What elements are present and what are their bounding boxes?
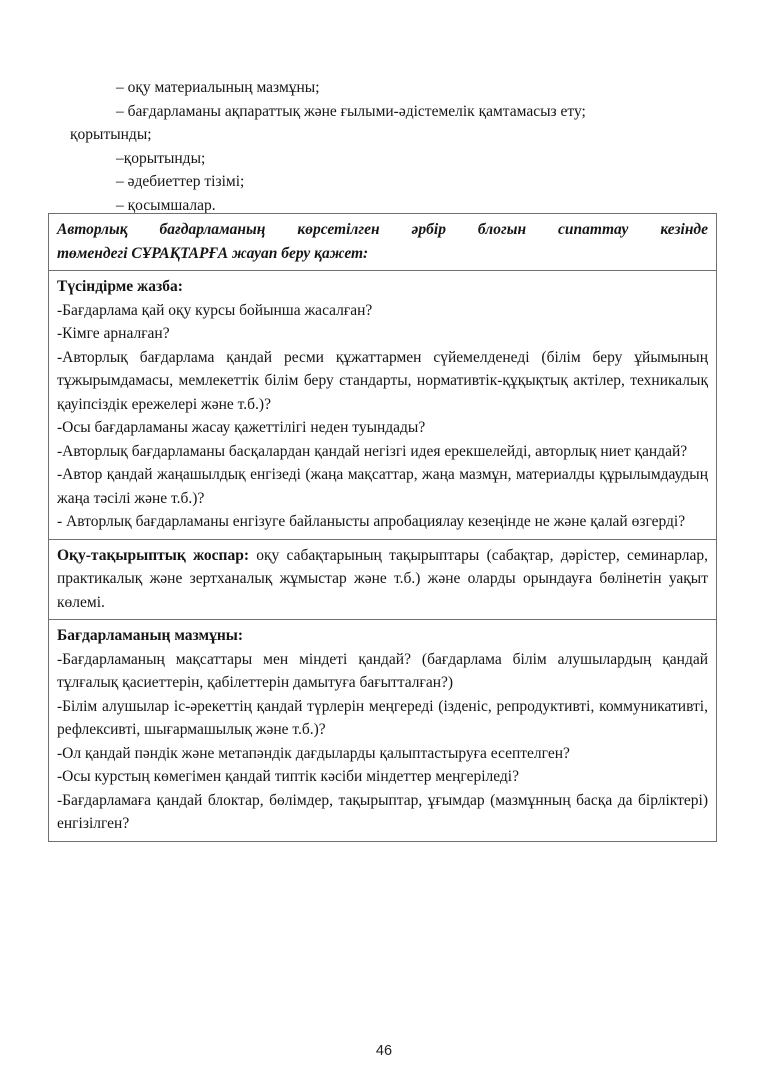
question-item: -Осы бағдарламаны жасау қажеттілігі неден туындады?	[57, 419, 426, 436]
question-item: - Авторлық бағдарламаны енгізуге байланысты апробациялау кезеңінде не және қалай өзгерді?	[57, 513, 686, 530]
table-row	[49, 620, 716, 841]
section-body: оқу сабақтарының тақырыптары (сабақтар, дәрістер, семинарлар, практикалық және зертханалық жұмыстар және т.б.) және оларды орындауға бөлінетін уақыт көлемі.	[57, 546, 708, 611]
intro-list-item: –қорытынды;	[116, 149, 206, 167]
question-item: -Ол қандай пәндік және метапәндік дағдыларды қалыптастыруға есептелген?	[57, 744, 570, 762]
table-header-text	[49, 214, 716, 270]
section-heading: Оқу-тақырыптық жоспар:	[57, 546, 249, 564]
page-number: 46	[375, 1043, 393, 1059]
section-heading: Түсіндірме жазба:	[57, 278, 183, 295]
questions-table	[48, 213, 717, 842]
question-item: -Кімге арналған?	[57, 325, 170, 342]
table-header-line-2: төмендегі СҰРАҚТАРҒА жауап беру қажет:	[57, 244, 369, 262]
table-row	[49, 271, 716, 540]
question-item: -Бағдарламаның мақсаттары мен міндеті қандай? (бағдарлама білім алушылардың қандай тұлғалық қасиеттерін, қабілеттерін дамытуға бағытталған?)	[57, 650, 708, 691]
explanatory-note-cell	[49, 271, 716, 539]
question-item: -Бағдарламаға қандай блоктар, бөлімдер, тақырыптар, ұғымдар (мазмұнның басқа да бірліктері) енгізілген?	[57, 791, 708, 832]
thematic-plan-cell	[49, 540, 716, 620]
question-item: -Бағдарлама қай оқу курсы бойынша жасалған?	[57, 301, 373, 319]
intro-list	[70, 76, 718, 217]
question-item: -Авторлық бағдарлама қандай ресми құжаттармен сүйемелденеді (білім беру ұйымының тұжырымдамасы, мемлекеттік білім беру стандарты, нормативтік-құқықтық актілер, техникалық қауіпсіздік ережелері және т.б.)?	[57, 348, 708, 413]
intro-list-item: қорытынды;	[70, 126, 152, 143]
program-content-cell	[49, 620, 716, 841]
table-row	[49, 540, 716, 621]
intro-list-item: – бағдарламаны ақпараттық және ғылыми-әдістемелік қамтамасыз ету;	[116, 102, 586, 120]
question-item: -Автор қандай жаңашылдық енгізеді (жаңа мақсаттар, жаңа мазмұн, материалды құрылымдаудың жаңа тәсілі және т.б.)?	[57, 466, 708, 507]
table-header-line-1: Авторлық бағдарламаның көрсетілген әрбір блогын сипаттау кезінде	[57, 221, 708, 238]
table-row-header	[49, 214, 716, 271]
intro-list-item: – қосымшалар.	[116, 196, 216, 214]
question-item: -Авторлық бағдарламаны басқалардан қандай негізгі идея ерекшелейді, авторлық ниет қандай?	[57, 442, 688, 460]
question-item: -Білім алушылар іс-әрекеттің қандай түрлерін меңгереді (ізденіс, репродуктивті, коммуникативті, рефлексивті, шығармашылық және т.б.)?	[57, 697, 708, 738]
intro-list-item: – оқу материалының мазмұны;	[116, 79, 320, 96]
section-heading: Бағдарламаның мазмұны:	[57, 627, 244, 644]
question-item: -Осы курстың көмегімен қандай типтік кәсіби міндеттер меңгеріледі?	[57, 768, 519, 785]
intro-list-item: – әдебиеттер тізімі;	[116, 173, 245, 190]
